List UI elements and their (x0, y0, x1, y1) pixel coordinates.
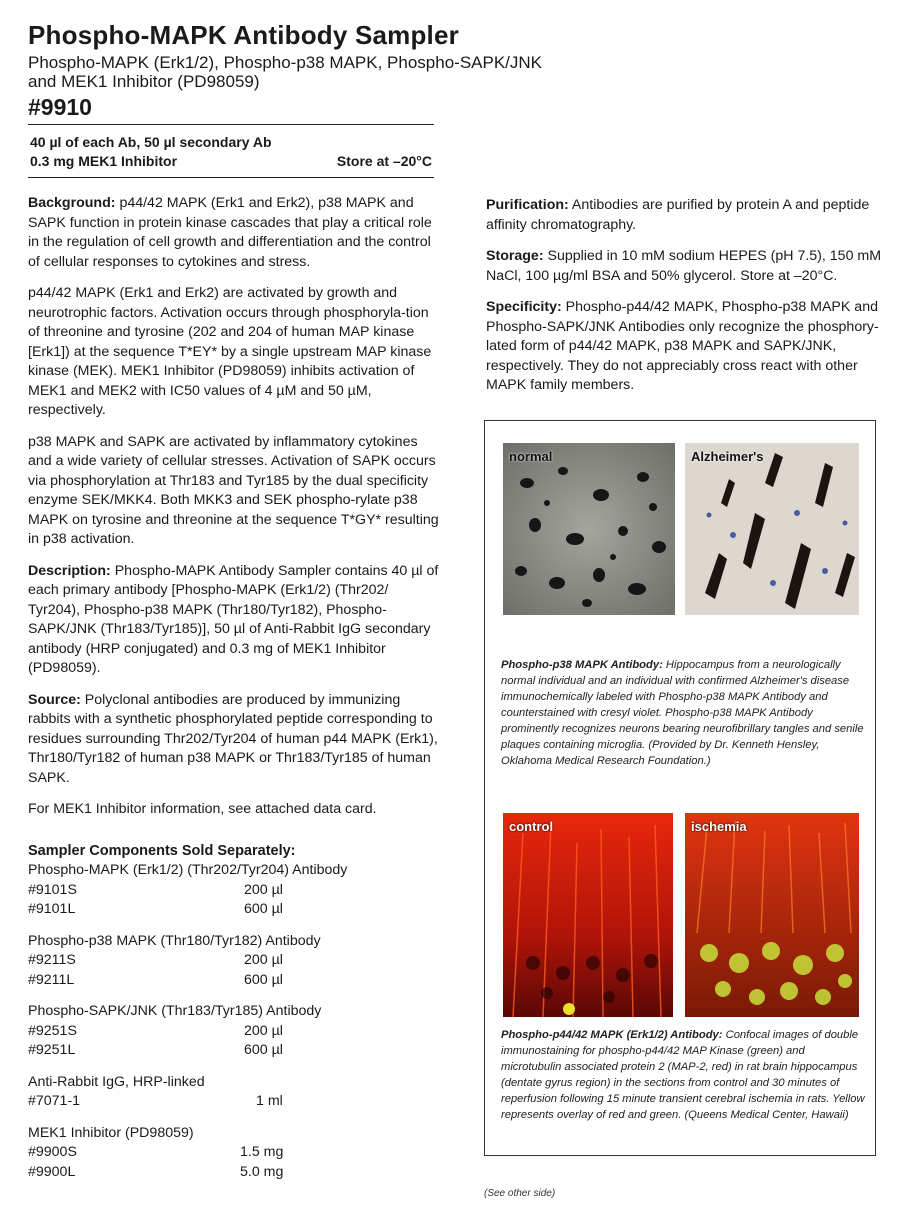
subtitle-line-1: Phospho-MAPK (Erk1/2), Phospho-p38 MAPK, Phospho-SAPK/JNK (28, 53, 543, 72)
description-text: Phospho-MAPK Antibody Sampler contains 40 µl of each primary antibody [Phospho-MAPK (Erk1/2) (Thr202/ Tyr204), Phospho-p38 MAPK (Thr180/Tyr182), Phospho-SAPK/JNK (Thr183/Tyr185)], 50 µl of Anti-Rabbit IgG secondary antibody (HRP conjugated) and 0.3 mg of MEK1 Inhibitor (PD98059). (28, 562, 439, 676)
left-column (28, 194, 442, 1194)
activation-paragraph: p44/42 MAPK (Erk1 and Erk2) are activated by growth and neurotrophic factors. Activation occurs through phosphoryla-tion of threonine and tyrosine (202 and 204 of human MAP kinase [Erk1]) at the sequence T*EY* by a single upstream MAP kinase kinase (MEK). MEK1 Inhibitor (PD98059) inhibits activation of MEK1 and MEK2 with IC50 values of 4 µM and 50 µM, respectively. (28, 285, 432, 418)
component-group (28, 861, 442, 920)
size-line-2: 0.3 mg MEK1 Inhibitor (30, 153, 178, 169)
micrograph-control-label: control (509, 819, 554, 834)
component-item (28, 1041, 442, 1061)
component-qty: 1 ml (256, 1093, 283, 1109)
component-qty: 200 µl (244, 881, 283, 898)
component-cat: #9251L (28, 1042, 76, 1058)
storage-label: Storage: (486, 248, 544, 264)
component-cat: #9101L (28, 901, 76, 917)
component-qty: 200 µl (244, 1022, 283, 1039)
micrograph-ischemia-label: ischemia (691, 819, 747, 834)
micrograph-ischemia (685, 813, 859, 1017)
storage-text: Supplied in 10 mM sodium HEPES (pH 7.5), 150 mM NaCl, 100 µg/ml BSA and 50% glycerol. Store at –20°C. (486, 248, 882, 284)
size-info (30, 133, 432, 171)
purification-label: Purification: (486, 197, 569, 213)
background-label: Background: (28, 195, 116, 211)
component-cat: #9211S (28, 952, 76, 968)
subtitle-line-2: and MEK1 Inhibitor (PD98059) (28, 72, 260, 91)
purification-paragraph (486, 196, 890, 235)
component-qty: 600 µl (244, 901, 283, 917)
components-heading: Sampler Components Sold Separately: (28, 842, 296, 859)
component-name: Phospho-SAPK/JNK (Thr183/Tyr185) Antibody (28, 1003, 322, 1019)
caption-2-text: Confocal images of double immunostaining for phospho-p44/42 MAP Kinase (green) and microtubulin associated protein 2 (MAP-2, red) in rat brain hippocampus (dentate gyrus region) in the sections from control and 30 minutes of reperfusion following 15 minute transient cerebral ischemia in rats. Yellow represents overlay of red and green. (Queens Medical Center, Hawaii) (501, 1029, 865, 1121)
specificity-paragraph (486, 298, 890, 396)
components-list (28, 861, 442, 1182)
description-paragraph (28, 562, 442, 679)
component-qty: 600 µl (244, 971, 283, 988)
component-name: Phospho-MAPK (Erk1/2) (Thr202/Tyr204) Antibody (28, 862, 348, 878)
component-qty: 5.0 mg (240, 1163, 284, 1180)
component-cat: #9900L (28, 1163, 76, 1180)
component-qty: 1.5 mg (240, 1144, 284, 1160)
catalog-number: #9910 (28, 94, 92, 120)
mek-note: For MEK1 Inhibitor information, see attached data card. (28, 801, 377, 817)
figure-caption-2 (501, 1027, 867, 1123)
micrograph-alzheimers (685, 443, 859, 615)
specificity-label: Specificity: (486, 299, 562, 315)
source-text: Polyclonal antibodies are produced by immunizing rabbits with a synthetic phosphorylated peptide corresponding to residues surrounding Thr202/Tyr204 of human p44 MAPK (Erk1), Thr180/Tyr182 of human p38 MAPK or Thr183/Tyr185 of human SAPK. (28, 691, 438, 786)
micrograph-normal (503, 443, 675, 615)
micrograph-control (503, 813, 673, 1017)
component-qty: 200 µl (244, 952, 283, 968)
right-column (486, 196, 890, 408)
figure-panel (484, 420, 876, 1156)
p38-paragraph: p38 MAPK and SAPK are activated by inflammatory cytokines and a wide variety of cellular stresses. Activation of SAPK occurs via phosphorylation at Thr183 and Tyr185 by the dual specificity enzyme SEK/MKK4. Both MKK3 and SEK phospho-rylate p38 MAPK on tyrosine and threonine at the sequence T*GY* resulting in p38 activation. (28, 433, 439, 547)
page-title: Phospho-MAPK Antibody Sampler (28, 20, 459, 50)
caption-2-title: Phospho-p44/42 MAPK (Erk1/2) Antibody: (501, 1029, 723, 1041)
component-cat: #9251S (28, 1022, 77, 1039)
component-item (28, 951, 442, 971)
see-other-side-note: (See other side) (484, 1188, 556, 1199)
component-cat: #7071-1 (28, 1093, 81, 1109)
background-text: p44/42 MAPK (Erk1 and Erk2), p38 MAPK and SAPK function in protein kinase cascades that play a critical role in the regulation of cell growth and differentiation and the control of cellular responses to cytokines and stress. (28, 195, 432, 270)
component-item (28, 1163, 442, 1183)
component-group (28, 1124, 442, 1183)
size-line-1: 40 µl of each Ab, 50 µl secondary Ab (30, 134, 272, 150)
micrograph-normal-label: normal (509, 449, 553, 464)
caption-1-text: Hippocampus from a neurologically normal individual and an individual with confirmed Alzheimer's disease immunochemically labeled with Phospho-p38 MAPK Antibody and counterstained with cresyl violet. Phospho-p38 MAPK Antibody prominently recognizes neurons bearing neurofibrillary tangles and senile plaques containing microglia. (Provided by Dr. Kenneth Hensley, Oklahoma Medical Research Foundation.) (501, 659, 864, 767)
page-subtitle (28, 53, 608, 91)
component-cat: #9211L (28, 971, 75, 988)
background-paragraph (28, 194, 442, 272)
figure-caption-1 (501, 657, 867, 769)
header-divider-top (28, 124, 434, 125)
component-name: Phospho-p38 MAPK (Thr180/Tyr182) Antibody (28, 932, 321, 949)
component-item (28, 1143, 442, 1163)
component-name: Anti-Rabbit IgG, HRP-linked (28, 1073, 205, 1090)
purification-text: Antibodies are purified by protein A and peptide affinity chromatography. (486, 197, 870, 233)
specificity-text: Phospho-p44/42 MAPK, Phospho-p38 MAPK and Phospho-SAPK/JNK Antibodies only recognize the phosphory-lated form of p44/42 MAPK, p38 MAPK and SAPK/JNK, respectively. They do not appreciably cross react with other MAPK family members. (486, 299, 879, 393)
component-item (28, 971, 442, 991)
component-cat: #9101S (28, 881, 77, 898)
description-label: Description: (28, 562, 111, 579)
source-label: Source: (28, 691, 81, 708)
micrograph-alzheimers-label: Alzheimer's (691, 449, 764, 464)
component-group (28, 1073, 442, 1112)
source-paragraph (28, 691, 442, 789)
component-item (28, 900, 442, 920)
component-group (28, 932, 442, 991)
component-cat: #9900S (28, 1144, 77, 1160)
micrograph-normal-image (503, 443, 675, 615)
component-qty: 600 µl (244, 1042, 283, 1058)
caption-1-title: Phospho-p38 MAPK Antibody: (501, 659, 663, 671)
header-divider-bottom (28, 177, 434, 178)
micrograph-alzheimers-image (685, 443, 859, 615)
storage-paragraph (486, 247, 890, 286)
micrograph-control-image (503, 813, 673, 1017)
micrograph-ischemia-image (685, 813, 859, 1017)
component-name: MEK1 Inhibitor (PD98059) (28, 1124, 194, 1141)
storage-temperature: Store at –20°C (336, 153, 432, 169)
component-group (28, 1002, 442, 1061)
component-item (28, 881, 442, 901)
component-item (28, 1092, 442, 1112)
component-item (28, 1022, 442, 1042)
